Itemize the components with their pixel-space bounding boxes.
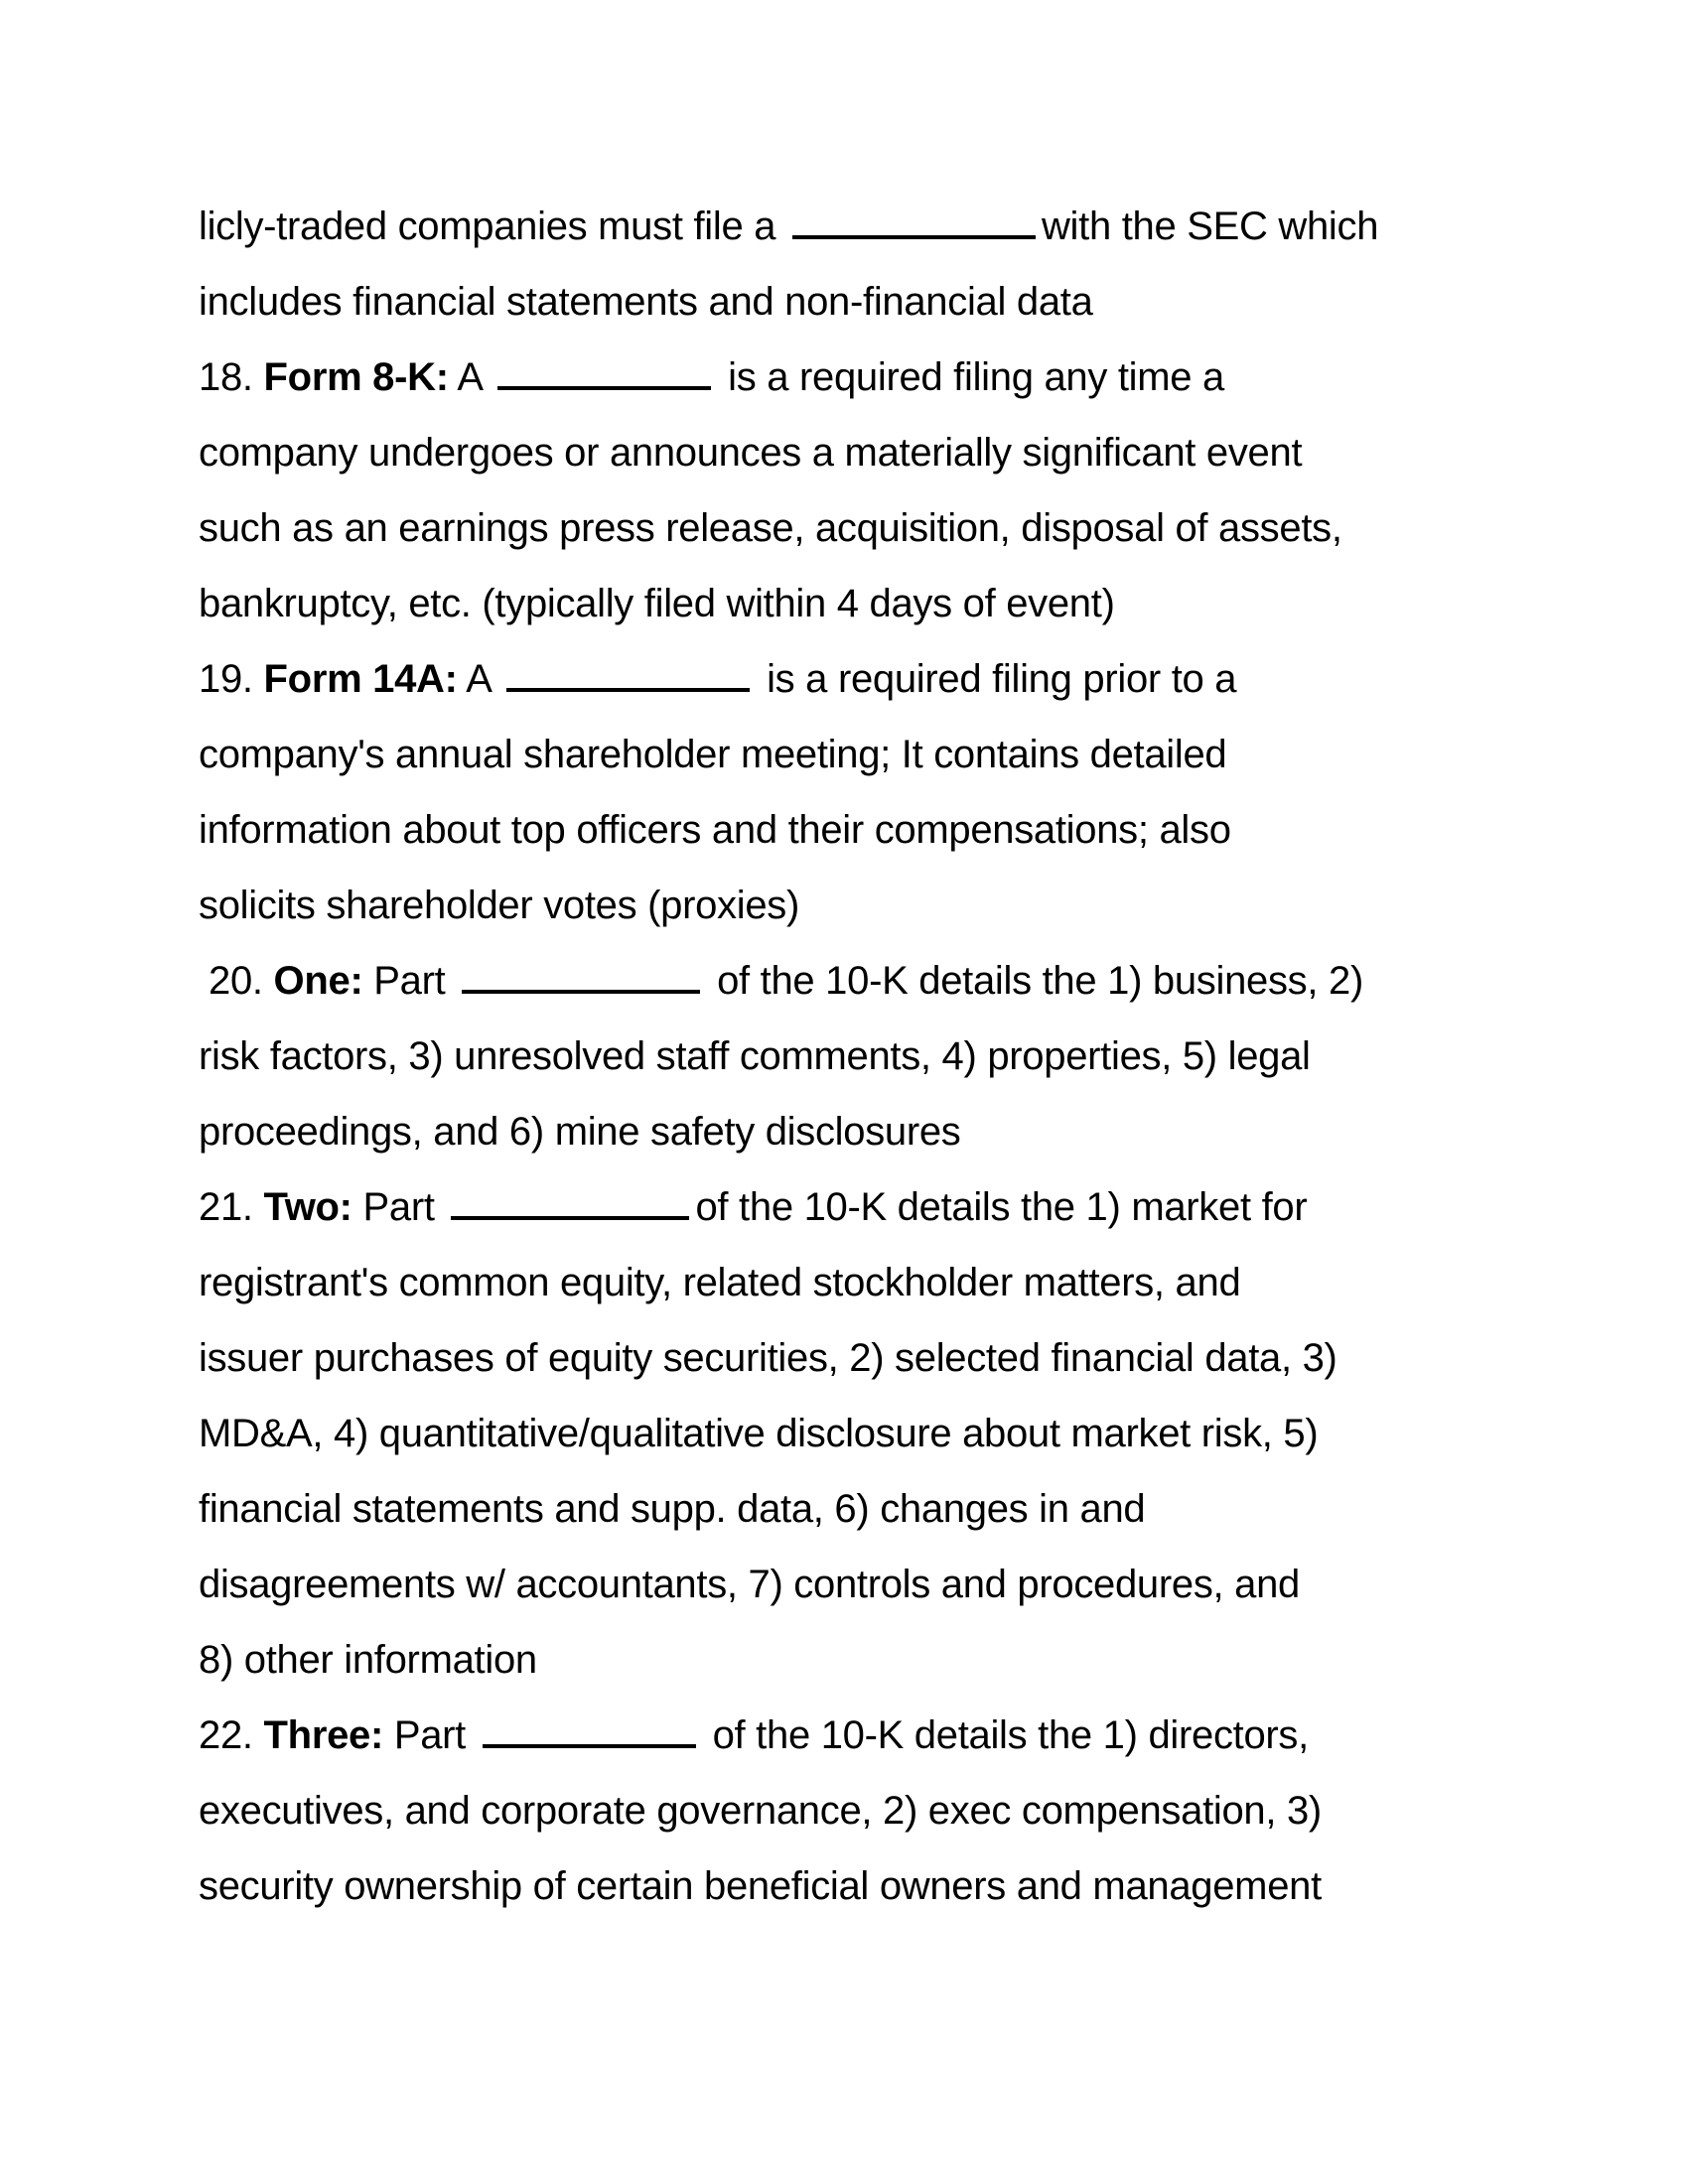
item-term: One:	[273, 959, 363, 1003]
text: of the 10-K details the 1) business, 2)	[706, 959, 1363, 1003]
item-number: 18.	[199, 355, 253, 399]
text: is a required filing prior to a	[756, 657, 1237, 701]
text-line: financial statements and supp. data, 6) changes in and	[199, 1487, 1146, 1531]
answer-blank	[497, 352, 711, 390]
answer-blank	[462, 956, 700, 994]
answer-blank	[792, 202, 1036, 239]
text-line: registrant's common equity, related stockholder matters, and	[199, 1261, 1241, 1304]
text: A	[457, 657, 501, 701]
answer-blank	[483, 1710, 696, 1748]
item-term: Two:	[263, 1185, 352, 1229]
item-term: Three:	[263, 1713, 383, 1757]
text-line: bankruptcy, etc. (typically filed within 4 days of event)	[199, 582, 1115, 625]
item-number: 21.	[199, 1185, 253, 1229]
text-line: company undergoes or announces a materially significant event	[199, 431, 1303, 475]
text: Part	[352, 1185, 446, 1229]
text: with the SEC which	[1041, 205, 1379, 248]
item-number: 22.	[199, 1713, 253, 1757]
item-term: Form 8-K:	[263, 355, 449, 399]
text-line	[199, 189, 1509, 264]
text-line: company's annual shareholder meeting; It contains detailed	[199, 733, 1227, 776]
text: Part	[383, 1713, 477, 1757]
text-line: such as an earnings press release, acquisition, disposal of assets,	[199, 506, 1342, 550]
item-term: Form 14A:	[263, 657, 458, 701]
text: of the 10-K details the 1) directors,	[701, 1713, 1309, 1757]
text-line: issuer purchases of equity securities, 2) selected financial data, 3)	[199, 1336, 1337, 1380]
text-line: risk factors, 3) unresolved staff comments, 4) properties, 5) legal	[199, 1034, 1311, 1078]
text-line: 8) other information	[199, 1638, 537, 1682]
text: Part	[362, 959, 457, 1003]
document-page	[199, 189, 1509, 1924]
item-18-heading	[199, 340, 1509, 415]
text: A	[448, 355, 492, 399]
answer-blank	[506, 654, 750, 692]
text-line: security ownership of certain beneficial owners and management	[199, 1864, 1322, 1908]
text-line: executives, and corporate governance, 2) exec compensation, 3)	[199, 1789, 1322, 1833]
text: is a required filing any time a	[717, 355, 1224, 399]
text-line: information about top officers and their compensations; also	[199, 808, 1231, 852]
item-number: 19.	[199, 657, 253, 701]
text-line: MD&A, 4) quantitative/qualitative disclosure about market risk, 5)	[199, 1412, 1319, 1455]
text-line: includes financial statements and non-financial data	[199, 280, 1093, 324]
item-22-heading	[199, 1698, 1509, 1773]
text-line: disagreements w/ accountants, 7) controls and procedures, and	[199, 1563, 1301, 1606]
item-21-heading	[199, 1169, 1509, 1245]
item-20-heading	[199, 943, 1509, 1019]
item-19-heading	[199, 641, 1509, 717]
answer-blank	[451, 1182, 689, 1220]
text: licly-traded companies must file a	[199, 205, 786, 248]
text-line: solicits shareholder votes (proxies)	[199, 884, 800, 927]
text: of the 10-K details the 1) market for	[695, 1185, 1308, 1229]
text-line: proceedings, and 6) mine safety disclosures	[199, 1110, 961, 1154]
item-number: 20.	[209, 959, 263, 1003]
